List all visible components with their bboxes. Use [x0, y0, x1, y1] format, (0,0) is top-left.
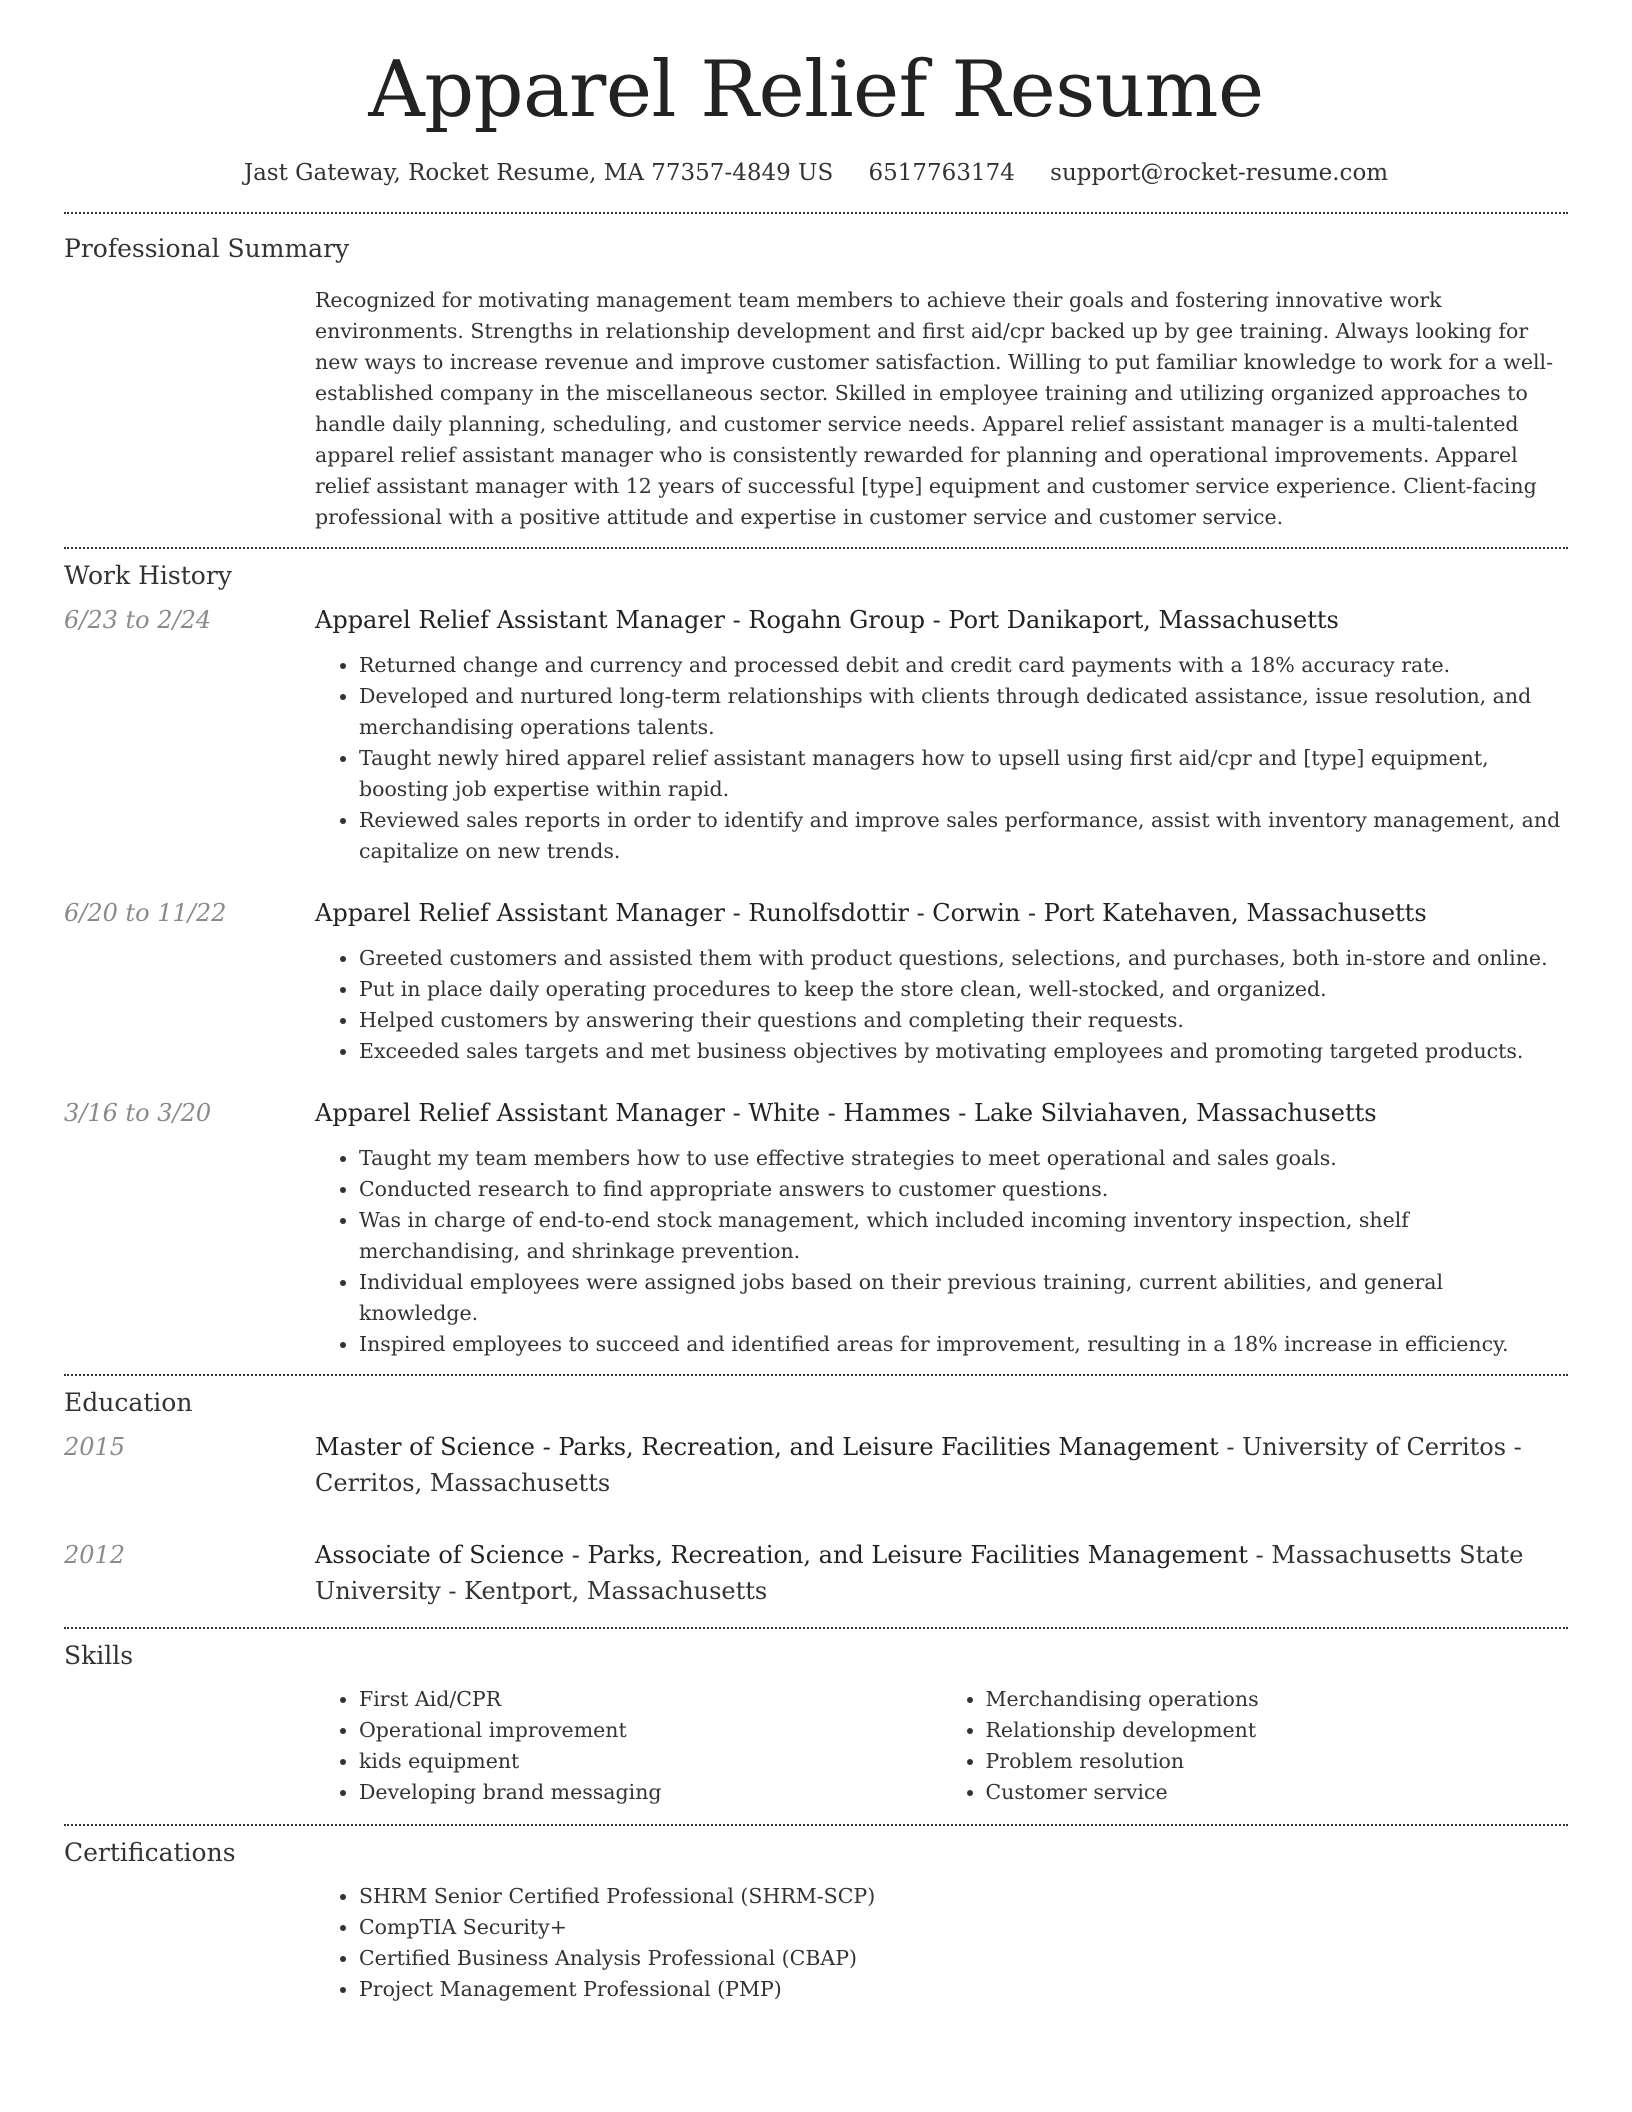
certification-item: • SHRM Senior Certified Professional (SHRM-SCP) — [359, 1881, 1568, 1912]
degree: Associate of Science - Parks, Recreation, and Leisure Facilities Management — [315, 1540, 1248, 1569]
contact-line — [64, 160, 1568, 186]
degree: Master of Science - Parks, Recreation, and Leisure Facilities Management — [315, 1432, 1219, 1461]
job-dates: 6/20 to 11/22 — [64, 898, 227, 927]
job-bullets — [315, 650, 1568, 867]
list-item: • Individual employees were assigned jobs based on their previous training, current abilities, and general knowledge. — [359, 1267, 1568, 1329]
skill-item: • First Aid/CPR — [359, 1684, 942, 1715]
skill-item: • Operational improvement — [359, 1715, 942, 1746]
section-title-skills: Skills — [64, 1640, 134, 1670]
list-item: • Was in charge of end-to-end stock management, which included incoming inventory inspection, shelf merchandising, and shrinkage prevention. — [359, 1205, 1568, 1267]
email: support@rocket-resume.com — [1050, 159, 1389, 186]
list-item: • Helped customers by answering their questions and completing their requests. — [359, 1005, 1568, 1036]
summary-text: Recognized for motivating management team members to achieve their goals and fostering innovative work environments. Strengths in relationship development and first aid/cpr backed up by gee training. Always looking for new ways to increase revenue and improve customer satisfaction. Willing to put familiar knowledge to work for a well-established company in the miscellaneous sector. Skilled in employee training and utilizing organized approaches to handle daily planning, scheduling, and customer service needs. Apparel relief assistant manager is a multi-talented apparel relief assistant manager who is consistently rewarded for planning and operational improvements. Apparel relief assistant manager with 12 years of successful [type] equipment and customer service experience. Client-facing professional with a positive attitude and expertise in customer service and customer service. — [315, 287, 1554, 529]
job-title: Apparel Relief Assistant Manager - White - Hammes - Lake Silviahaven, Massachusetts — [315, 1098, 1377, 1127]
skill-item: • Customer service — [986, 1777, 1569, 1808]
skill-item: • Developing brand messaging — [359, 1777, 942, 1808]
job-bullets — [315, 943, 1568, 1067]
skills-columns — [315, 1684, 1568, 1808]
list-item: • Reviewed sales reports in order to identify and improve sales performance, assist with inventory management, and capitalize on new trends. — [359, 805, 1568, 867]
section-title-certifications: Certifications — [64, 1837, 236, 1867]
list-item: • Developed and nurtured long-term relationships with clients through dedicated assistance, issue resolution, and merchandising operations talents. — [359, 681, 1568, 743]
job-entry — [64, 602, 1568, 867]
skill-item: • Merchandising operations — [986, 1684, 1569, 1715]
address: Jast Gateway, Rocket Resume, MA 77357-4849 US — [243, 159, 834, 186]
list-item: • Exceeded sales targets and met business objectives by motivating employees and promoting targeted products. — [359, 1036, 1568, 1067]
skill-item: • kids equipment — [359, 1746, 942, 1777]
job-dates: 3/16 to 3/20 — [64, 1098, 212, 1127]
skill-item: • Relationship development — [986, 1715, 1569, 1746]
job-title: Apparel Relief Assistant Manager - Runolfsdottir - Corwin - Port Katehaven, Massachusetts — [315, 898, 1427, 927]
job-bullets — [315, 1143, 1568, 1360]
education-section — [64, 1376, 1568, 1627]
summary-section — [64, 214, 1568, 547]
section-title-work-history: Work History — [64, 560, 232, 590]
school: - University of Cerritos - Cerritos, Massachusetts — [315, 1432, 1522, 1497]
work-history-section — [64, 549, 1568, 1374]
list-item: • Taught newly hired apparel relief assistant managers how to upsell using first aid/cpr and [type] equipment, boosting job expertise within rapid. — [359, 743, 1568, 805]
section-title-education: Education — [64, 1387, 193, 1417]
list-item: • Returned change and currency and processed debit and credit card payments with a 18% accuracy rate. — [359, 650, 1568, 681]
job-dates: 6/23 to 2/24 — [64, 605, 212, 634]
list-item: • Greeted customers and assisted them with product questions, selections, and purchases, both in-store and online. — [359, 943, 1568, 974]
phone: 6517763174 — [868, 159, 1015, 186]
resume-title: Apparel Relief Resume — [368, 45, 1264, 135]
certifications-section — [64, 1826, 1568, 2005]
skills-section — [64, 1629, 1568, 1824]
certifications-list — [315, 1881, 1568, 2005]
school: - Massachusetts State University - Kentport, Massachusetts — [315, 1540, 1524, 1605]
job-entry — [64, 1095, 1568, 1374]
section-title-summary: Professional Summary — [64, 233, 350, 263]
list-item: • Put in place daily operating procedures to keep the store clean, well-stocked, and organized. — [359, 974, 1568, 1005]
resume-header — [64, 0, 1568, 186]
list-item: • Taught my team members how to use effective strategies to meet operational and sales goals. — [359, 1143, 1568, 1174]
certification-item: • Project Management Professional (PMP) — [359, 1974, 1568, 2005]
certification-item: • Certified Business Analysis Professional (CBAP) — [359, 1943, 1568, 1974]
education-entry — [64, 1429, 1568, 1501]
skills-list-right — [942, 1684, 1569, 1808]
list-item: • Inspired employees to succeed and identified areas for improvement, resulting in a 18% increase in efficiency. — [359, 1329, 1568, 1360]
job-entry — [64, 895, 1568, 1067]
job-title: Apparel Relief Assistant Manager - Rogahn Group - Port Danikaport, Massachusetts — [315, 605, 1339, 634]
skill-item: • Problem resolution — [986, 1746, 1569, 1777]
education-year: 2012 — [64, 1540, 126, 1569]
education-entry — [64, 1537, 1568, 1609]
education-year: 2015 — [64, 1432, 126, 1461]
certification-item: • CompTIA Security+ — [359, 1912, 1568, 1943]
list-item: • Conducted research to find appropriate answers to customer questions. — [359, 1174, 1568, 1205]
skills-list-left — [315, 1684, 942, 1808]
